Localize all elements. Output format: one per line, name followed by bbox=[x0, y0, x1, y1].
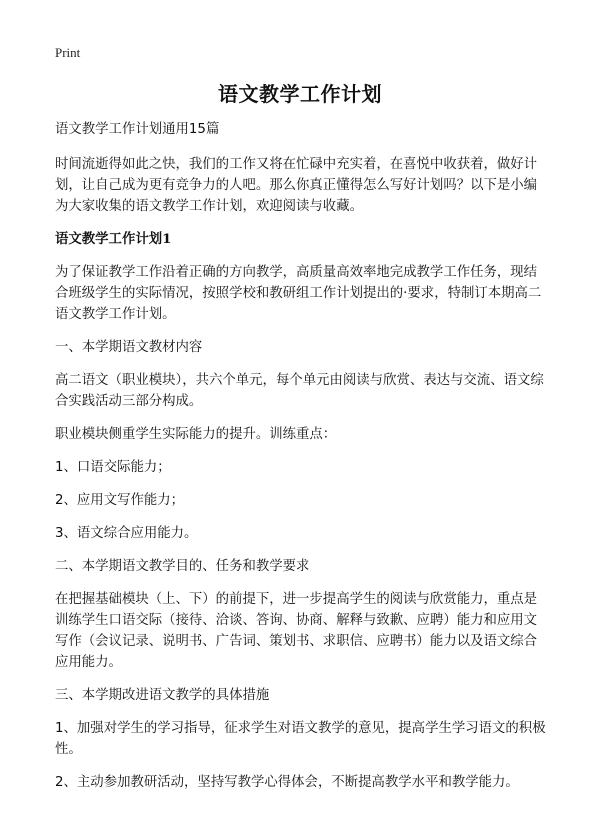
section-subheading: 一、本学期语文教材内容 bbox=[55, 340, 203, 355]
paragraph: 在把握基础模块（上、下）的前提下，进一步提高学生的阅读与欣赏能力，重点是训练学生口语交际（接待、洽谈、答询、协商、解释与致歉、应聘）能力和应用文写作（会议记录、说明书、广告词、策划书、求职信、应聘书）能力以及语文综合应用能力。 bbox=[55, 592, 538, 670]
print-link[interactable]: Print bbox=[55, 45, 81, 60]
list-item: 1、加强对学生的学习指导，征求学生对语文教学的意见，提高学生学习语文的积极性。 bbox=[55, 721, 546, 757]
document-body bbox=[55, 119, 546, 805]
list-item: 2、应用文写作能力； bbox=[55, 493, 185, 508]
paragraph: 高二语文（职业模块），共六个单元，每个单元由阅读与欣赏、表达与交流、语文综合实践活动三部分构成。 bbox=[55, 373, 544, 409]
paragraph: 职业模块侧重学生实际能力的提升。训练重点： bbox=[55, 427, 337, 442]
section-subheading: 二、本学期语文教学目的、任务和教学要求 bbox=[55, 559, 310, 574]
document-title: 语文教学工作计划 bbox=[218, 82, 382, 106]
section-heading: 语文教学工作计划1 bbox=[55, 231, 172, 247]
document-subtitle: 语文教学工作计划通用15篇 bbox=[55, 122, 220, 137]
intro-paragraph: 时间流逝得如此之快，我们的工作又将在忙碌中充实着，在喜悦中收获着，做好计划，让自己成为更有竞争力的人吧。那么你真正懂得怎么写好计划吗？以下是小编为大家收集的语文教学工作计划，欢迎阅读与收藏。 bbox=[55, 157, 538, 214]
section-subheading: 三、本学期改进语文教学的具体措施 bbox=[55, 688, 270, 703]
list-item: 3、语文综合应用能力。 bbox=[55, 526, 198, 541]
list-item: 2、主动参加教研活动，坚持写教学心得体会，不断提高教学水平和教学能力。 bbox=[55, 775, 519, 790]
paragraph: 为了保证教学工作沿着正确的方向教学，高质量高效率地完成教学工作任务，现结合班级学生的实际情况，按照学校和教研组工作计划提出的·要求，特制订本期高二语文教学工作计划。 bbox=[55, 265, 542, 322]
list-item: 1、口语交际能力； bbox=[55, 460, 171, 475]
